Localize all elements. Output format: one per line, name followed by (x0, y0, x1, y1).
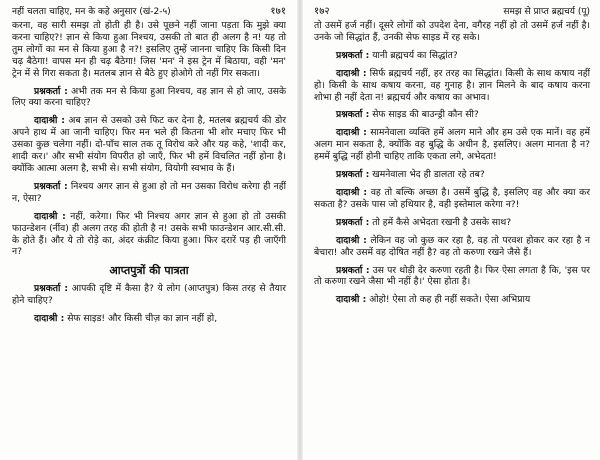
paragraph (12, 283, 286, 307)
paragraph-text: सामनेवाला व्यक्ति हमें अलग माने और हम उसे एक मानें। वह हमें अलग मान सकता है, क्योंकि वह बुद्धि के अधीन है, इसलिए। अलग मानता है न? हममें बुद्धि नहीं होनी चाहिए ताकि एकता लगे, अभेदता! (314, 127, 590, 163)
paragraph-text: सेफ साइड की बाउन्ड्री कौन सी? (372, 109, 479, 121)
speaker-label: दादाश्री : (336, 186, 368, 198)
paragraph (314, 127, 590, 163)
paragraph-text: नहीं, करेगा। फिर भी निश्चय अगर ज्ञान से हुआ हो तो उसकी फाउन्डेशन (नींव) ही अलग तरह की होती है न! उसके सभी फाउन्डेशन आर.सी.सी. के होते हैं। और ये तो रोड़े का, अंदर कंक्रीट किया हुआ। फिर दरारें पड़ ही जाएँगी न? (12, 210, 286, 258)
speaker-label: प्रश्नकर्ता : (336, 169, 370, 181)
speaker-label: दादाश्री : (336, 67, 367, 79)
paragraph-text: लेकिन वह जो कुछ कर रहा है, वह तो परवश होकर कर रहा है न बेचारा! और उसमें वह दोषित नहीं है? वह तो करुणा रखने जैसे हैं। (314, 234, 590, 258)
paragraph-text: तो हमें कैसे अभेदता रखनी है उसके साथ? (372, 216, 512, 228)
paragraph-text: सिर्फ ब्रह्मचर्य नहीं, हर तरह का सिद्धांत। किसी के साथ कषाय नहीं हो। किसी के साथ कषाय करना, वह गुनाह है। ज्ञान मिलने के बाद कषाय करना शोभा ही नहीं देता न! ब्रह्मचर्य और कषाय का अभाव। (314, 67, 591, 103)
right-running-head (314, 6, 590, 18)
speaker-label: प्रश्नकर्ता : (34, 85, 68, 97)
speaker-label: प्रश्नकर्ता : (336, 264, 370, 276)
right-page-body (314, 20, 590, 306)
speaker-label: प्रश्नकर्ता : (34, 180, 68, 192)
paragraph-text: आपकी दृष्टि में कैसा है? ये लोग (आप्तपुत्र) किस तरह से तैयार होने चाहिए? (12, 283, 286, 307)
paragraph-text: अब ज्ञान से उसको उसे फिट कर देना है, मतलब ब्रह्मचर्य की डोर अपने हाथ में आ जानी चाहिए। फिर मन भले ही कितना भी शोर मचाए फिर भी उसका कुछ चलेगा नहीं। दो-पाँच साल तक तू विरोध करे और यह कहे, 'शादी कर, शादी कर।' और सभी संयोग विपरीत हो जाएँ, फिर भी हमें विचलित नहीं होना है। क्योंकि आत्मा अलग है, सभी से। सभी संयोग, वियोगी स्वभाव के हैं। (12, 115, 287, 174)
speaker-label: दादाश्री : (336, 234, 367, 246)
speaker-label: प्रश्नकर्ता : (336, 216, 370, 228)
speaker-label: दादाश्री : (34, 313, 65, 325)
paragraph-text: अभी तक मन से किया हुआ निश्चय, वह ज्ञान से हो जाए, उसके लिए क्या करना चाहिए? (12, 85, 287, 109)
speaker-label: दादाश्री : (336, 127, 367, 139)
paragraph (314, 109, 590, 121)
paragraph-text: ओहो! ऐसा तो कह ही नहीं सकते। ऐसा अभिप्राय (369, 294, 531, 306)
paragraph (314, 50, 590, 62)
speaker-label: प्रश्नकर्ता : (336, 109, 370, 121)
paragraph (12, 86, 286, 110)
paragraph-text: तो उसमें हर्ज नहीं। दूसरे लोगों को उपदेश देना, वगैरह नहीं हो तो उसमें हर्ज नहीं है। उनके जो सिद्धांत हैं, उनकी सेफ साइड में रह सके। (314, 20, 590, 43)
right-page (300, 0, 600, 460)
paragraph (12, 211, 286, 259)
paragraph (314, 217, 590, 229)
paragraph (12, 115, 286, 175)
left-header-title: नहीं चलता चाहिए, मन के कहे अनुसार (खं-2-५) (12, 7, 171, 17)
speaker-label: दादाश्री : (336, 294, 367, 306)
paragraph (314, 235, 590, 259)
paragraph (314, 294, 590, 306)
left-page-number: १७१ (270, 6, 286, 17)
paragraph (314, 68, 590, 104)
paragraph-text: सेफ साइड! और किसी चीज़ का ज्ञान नहीं हो, (67, 313, 218, 325)
speaker-label: दादाश्री : (34, 115, 65, 127)
paragraph-text: निश्चय अगर ज्ञान से हुआ हो तो मन उसका विरोध करेगा ही नहीं न, ऐसा? (12, 180, 286, 204)
left-page-body (12, 20, 286, 325)
speaker-label: प्रश्नकर्ता : (336, 49, 370, 61)
paragraph-text: खमनेवाला भेद ही डालता रहे तब? (372, 169, 485, 181)
paragraph (314, 265, 590, 289)
paragraph (12, 313, 286, 325)
paragraph-text: उस पर थोड़ी देर करुणा रहती है। फिर ऐसा लगता है कि, 'इस पर तो करुणा रखने जैसा भी नहीं है।' ऐसा होता है। (314, 264, 590, 288)
right-page-number: १७२ (314, 6, 330, 17)
paragraph-text: यानी ब्रह्मचर्य का सिद्धांत? (372, 49, 458, 61)
speaker-label: दादाश्री : (34, 210, 66, 222)
paragraph (314, 169, 590, 181)
paragraph-text: वह तो बल्कि अच्छा है। उसमें बुद्धि है, इसलिए वह और क्या कर सकता है? उसके पास जो हथियार है, वही इस्तेमाल करेगा न?! (314, 186, 590, 210)
section-heading: आप्तपुत्रों की पात्रता (109, 264, 189, 278)
paragraph-text: करना, वह सारी समझ तो होती ही है। उसे पूछने नहीं जाना पड़ता कि मुझे क्या करना चाहिए?! ज्ञान से किया हुआ निश्चय, उसकी तो बात ही अलग है न! यह तो तुम लोगों का मन से किया हुआ है न?! इसलिए तुम्हें जानना चाहिए कि किसी दिन चढ़ बैठेगा! वापस मन ही चढ़ बैठेगा! जिस 'मन' ने इस ट्रेन में बिठाया, वही 'मन' ट्रेन में से गिरा सकता है। मतलब ज्ञान से बैठे हुए होओगे तो नहीं गिर सकता। (12, 20, 286, 79)
paragraph (314, 20, 590, 44)
left-running-head (12, 6, 286, 18)
right-header-title: समझ से प्राप्त ब्रह्मचर्य (पू) (503, 7, 590, 17)
paragraph (12, 181, 286, 205)
paragraph (314, 187, 590, 211)
speaker-label: प्रश्नकर्ता : (34, 283, 69, 295)
paragraph (12, 20, 286, 80)
